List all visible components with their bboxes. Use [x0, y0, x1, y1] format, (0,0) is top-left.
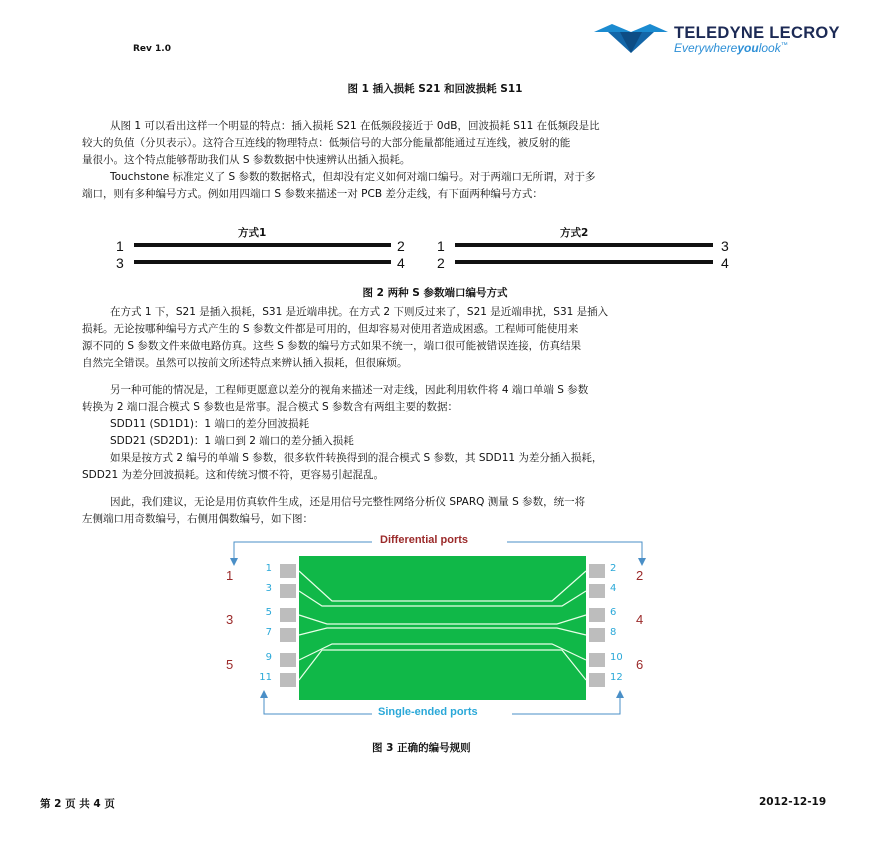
paragraph-3: [82, 304, 800, 372]
left-port-number: 5: [265, 607, 272, 618]
text-line: 因此，我们建议，无论是用仿真软件生成，还是用信号完整性网络分析仪 SPARQ 测量 S 参数，统一将: [110, 496, 586, 508]
left-pads: [280, 564, 296, 687]
page-number: 第 2 页 共 4 页: [40, 798, 115, 810]
scheme1-trace-bottom: [134, 260, 391, 264]
paragraph-6: [82, 494, 800, 528]
text-line: 在方式 1 下，S21 是插入损耗，S31 是近端串扰。在方式 2 下则反过来了，S21 是近端串扰，S31 是插入: [110, 306, 609, 318]
figure3-port-diagram: [222, 536, 652, 726]
scheme1-port-right-bottom: 4: [397, 255, 405, 271]
left-port-number: 3: [265, 583, 272, 594]
single-ended-ports-label: Single-ended ports: [378, 706, 478, 718]
left-diff-port: 5: [226, 657, 234, 672]
paragraph-1: [82, 118, 800, 169]
right-diff-port: 2: [636, 568, 644, 583]
left-port-number: 1: [265, 563, 272, 574]
right-diff-port: 6: [636, 657, 644, 672]
right-port-number: 2: [610, 563, 617, 574]
text-line: 端口，则有多种编号方式。例如用四端口 S 参数来描述一对 PCB 差分走线，有下面两种编号方式：: [82, 188, 543, 200]
scheme1-port-left-top: 1: [116, 238, 124, 254]
scheme2-port-right-top: 3: [721, 238, 729, 254]
text-line: SDD11 (SD1D1)：1 端口的差分回波损耗: [110, 418, 309, 430]
scheme1-port-right-top: 2: [397, 238, 405, 254]
left-port-number: 7: [265, 627, 272, 638]
text-line: 较大的负值（分贝表示）。这符合互连线的物理特点：低频信号的大部分能量都能通过互连线，被反射的能: [82, 137, 571, 149]
text-line: 损耗。无论按哪种编号方式产生的 S 参数文件都是可用的，但却容易对使用者造成困惑。工程师可能使用来: [82, 323, 579, 335]
scheme1-trace-top: [134, 243, 391, 247]
right-port-number: 4: [610, 583, 617, 594]
text-line: 转换为 2 端口混合模式 S 参数也是常事。混合模式 S 参数含有两组主要的数据：: [82, 401, 459, 413]
scheme2-trace-bottom: [455, 260, 713, 264]
text-line: 量很小。这个特点能够帮助我们从 S 参数数据中快速辨认出插入损耗。: [82, 154, 411, 166]
logo-tagline: Everywhereyoulook™: [674, 41, 788, 55]
text-line: 自然完全错误。虽然可以按前文所述特点来辨认插入损耗，但很麻烦。: [82, 357, 408, 369]
right-port-number: 8: [610, 627, 617, 638]
footer-date: 2012-12-19: [759, 796, 827, 808]
text-line: 左侧端口用奇数编号，右侧用偶数编号，如下图：: [82, 513, 313, 525]
right-diff-port: 4: [636, 612, 644, 627]
text-line: SDD21 (SD2D1)：1 端口到 2 端口的差分插入损耗: [110, 435, 354, 447]
text-line: 如果是按方式 2 编号的单端 S 参数，很多软件转换得到的混合模式 S 参数，其 SDD11 为差分插入损耗，: [110, 452, 603, 464]
differential-ports-label: Differential ports: [380, 534, 469, 546]
text-line: 另一种可能的情况是，工程师更愿意以差分的视角来描述一对走线，因此利用软件将 4 端口单端 S 参数: [110, 384, 589, 396]
right-port-number: 10: [610, 652, 623, 663]
port-diagram-svg: [222, 536, 652, 726]
right-pads: [589, 564, 605, 687]
scheme2-trace-top: [455, 243, 713, 247]
left-diff-port: 1: [226, 568, 234, 583]
figure3-caption: 图 3 正确的编号规则: [372, 742, 471, 754]
logo-wordmark: TELEDYNE LECROY: [674, 24, 840, 42]
teledyne-lecroy-logo: [594, 22, 840, 56]
revision-label: Rev 1.0: [133, 44, 171, 54]
right-port-number: 12: [610, 672, 623, 683]
figure1-caption: 图 1 插入损耗 S21 和回波损耗 S11: [347, 83, 523, 95]
text-line: 从图 1 可以看出这样一个明显的特点：插入损耗 S21 在低频段接近于 0dB，回波损耗 S11 在低频段是比: [110, 120, 600, 132]
scheme2-label: 方式2: [560, 227, 589, 239]
right-port-number: 6: [610, 607, 617, 618]
scheme2-port-left-top: 1: [437, 238, 445, 254]
logo-fan-icon: [594, 22, 668, 54]
figure2-port-schemes: [0, 218, 870, 278]
text-line: 源不同的 S 参数文件来做电路仿真。这些 S 参数的编号方式如果不统一，端口很可能被错误连接，仿真结果: [82, 340, 582, 352]
figure2-caption: 图 2 两种 S 参数端口编号方式: [362, 287, 508, 299]
paragraph-2: [82, 169, 800, 203]
text-line: Touchstone 标准定义了 S 参数的数据格式，但却没有定义如何对端口编号。对于两端口无所谓，对于多: [110, 171, 596, 183]
left-port-number: 11: [259, 672, 272, 683]
scheme2-port-right-bottom: 4: [721, 255, 729, 271]
scheme1-label: 方式1: [238, 227, 267, 239]
left-port-number: 9: [265, 652, 272, 663]
scheme1-port-left-bottom: 3: [116, 255, 124, 271]
scheme2-port-left-bottom: 2: [437, 255, 445, 271]
paragraph-4: [82, 382, 800, 484]
text-line: SDD21 为差分回波损耗。这和传统习惯不符，更容易引起混乱。: [82, 469, 385, 481]
left-diff-port: 3: [226, 612, 234, 627]
